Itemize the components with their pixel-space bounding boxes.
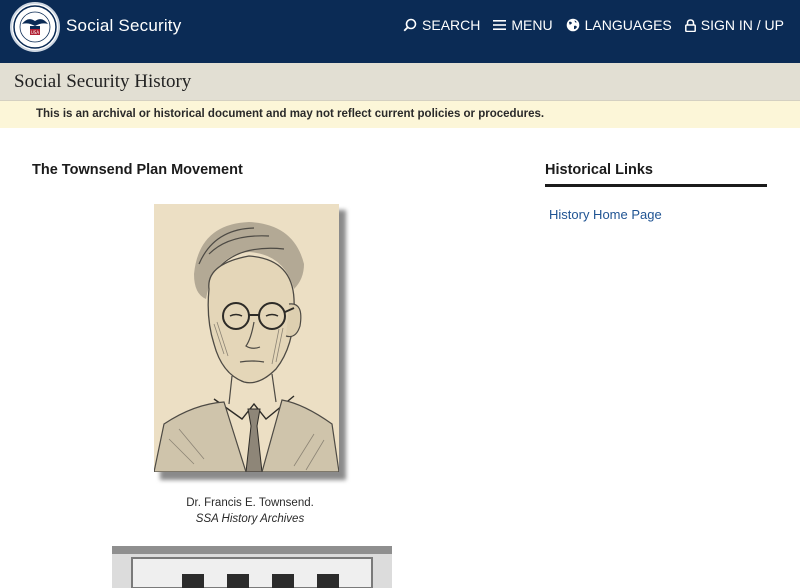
portrait-caption xyxy=(150,495,350,527)
sidebar-title: Historical Links xyxy=(545,162,653,178)
page-title: The Townsend Plan Movement xyxy=(32,162,243,178)
caption-credit: SSA History Archives xyxy=(195,513,305,525)
menu-label: MENU xyxy=(511,17,553,33)
search-button[interactable] xyxy=(403,17,480,33)
lock-icon xyxy=(685,19,696,32)
seal-text: USA xyxy=(30,30,40,35)
header-nav xyxy=(403,17,784,33)
languages-label: LANGUAGES xyxy=(584,17,672,33)
site-header xyxy=(0,0,800,63)
site-name[interactable]: Social Security xyxy=(66,16,182,35)
languages-button[interactable] xyxy=(566,17,672,33)
search-icon xyxy=(403,18,417,32)
globe-icon xyxy=(566,18,580,32)
townsend-portrait xyxy=(154,204,339,472)
sign-in-label: SIGN IN / UP xyxy=(700,17,784,33)
section-banner xyxy=(0,63,800,101)
archival-notice-text: This is an archival or historical document and may not reflect current policies or procedures. xyxy=(36,108,545,120)
archival-photo xyxy=(112,546,392,588)
sidebar-divider xyxy=(545,184,767,187)
menu-icon xyxy=(493,19,506,31)
sign-in-button[interactable] xyxy=(685,17,784,33)
history-home-link[interactable]: History Home Page xyxy=(549,207,662,222)
caption-text: Dr. Francis E. Townsend. xyxy=(186,497,314,509)
archival-notice xyxy=(0,101,800,128)
section-title: Social Security History xyxy=(14,71,192,92)
ssa-seal-logo[interactable] xyxy=(10,2,60,52)
search-label: SEARCH xyxy=(422,17,481,33)
menu-button[interactable] xyxy=(493,17,552,33)
